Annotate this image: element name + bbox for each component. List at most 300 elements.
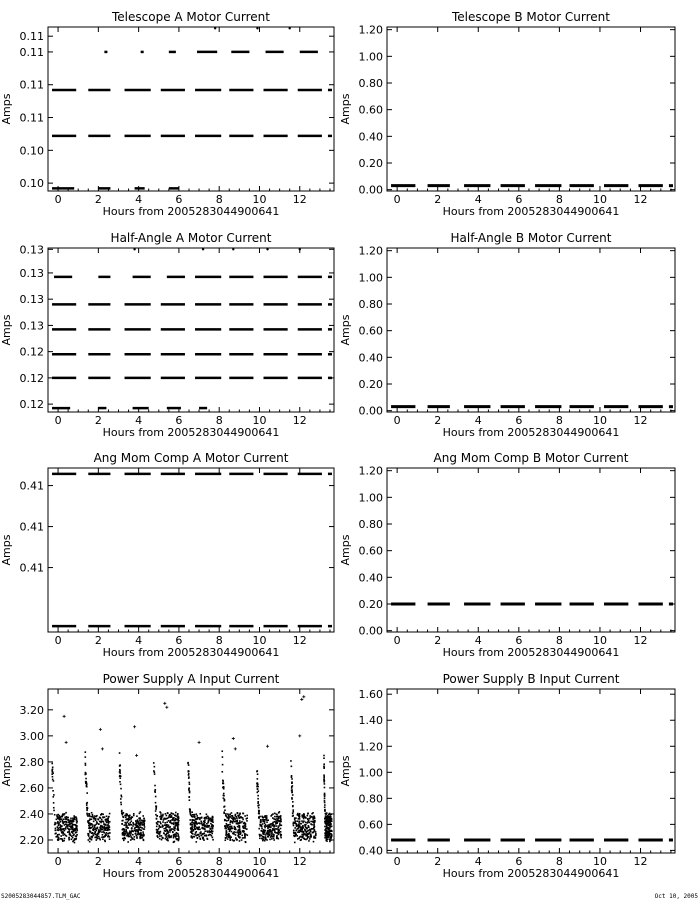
data-point xyxy=(163,833,165,835)
data-point xyxy=(278,829,280,831)
data-point xyxy=(52,796,54,798)
data-point xyxy=(274,813,276,815)
data-point xyxy=(55,832,57,834)
x-tick-label: 4 xyxy=(474,634,482,647)
data-spike-point xyxy=(63,715,66,718)
chart-panel-8 xyxy=(339,672,675,880)
y-tick-label: 0.20 xyxy=(358,378,383,391)
x-tick-label: 6 xyxy=(175,634,183,647)
x-tick-label: 6 xyxy=(515,855,523,868)
data-point xyxy=(242,837,244,839)
data-point xyxy=(190,828,192,830)
data-point xyxy=(175,812,177,814)
data-point xyxy=(247,834,249,836)
data-point xyxy=(270,833,272,835)
data-point xyxy=(135,824,137,826)
data-point xyxy=(242,817,244,819)
y-tick-label: 1.00 xyxy=(358,50,383,64)
data-point xyxy=(330,822,332,824)
data-point xyxy=(306,828,308,830)
data-point xyxy=(74,842,76,844)
data-point xyxy=(244,822,246,824)
data-point xyxy=(224,825,226,827)
data-point xyxy=(159,835,161,837)
data-point xyxy=(306,832,308,834)
x-tick-label: 6 xyxy=(175,193,183,206)
data-point xyxy=(190,815,192,817)
data-point xyxy=(296,820,298,822)
data-point xyxy=(96,835,98,837)
data-point xyxy=(314,830,316,832)
data-point xyxy=(238,817,240,819)
data-point xyxy=(310,823,312,825)
data-point xyxy=(236,839,238,841)
data-point xyxy=(200,831,202,833)
data-point xyxy=(85,756,87,758)
y-tick-label: 0.60 xyxy=(358,324,383,338)
data-point xyxy=(257,778,259,780)
data-point xyxy=(156,818,158,820)
data-point xyxy=(223,812,225,814)
data-point xyxy=(234,828,236,830)
x-tick-label: 0 xyxy=(393,634,401,647)
y-tick-label: 1.00 xyxy=(358,491,383,505)
data-point xyxy=(162,815,164,817)
data-point xyxy=(295,823,297,825)
data-point xyxy=(100,821,102,823)
data-point xyxy=(106,829,108,831)
data-point xyxy=(222,782,224,784)
y-tick-label: 0.11 xyxy=(19,30,44,44)
data-point xyxy=(124,815,126,817)
data-point xyxy=(101,819,103,821)
data-point xyxy=(68,839,70,841)
data-point xyxy=(262,821,264,823)
data-point xyxy=(298,830,300,832)
data-point xyxy=(239,822,241,824)
data-point xyxy=(324,806,326,808)
data-point xyxy=(102,838,104,840)
data-point xyxy=(97,827,99,829)
chart-panel-1 xyxy=(0,10,334,218)
data-point xyxy=(291,790,293,792)
y-axis-label: Amps xyxy=(0,755,13,787)
data-point xyxy=(142,831,144,833)
data-point xyxy=(228,836,230,838)
data-point xyxy=(73,824,75,826)
data-point xyxy=(266,839,268,841)
data-point xyxy=(266,248,268,250)
data-point xyxy=(276,818,278,820)
data-point xyxy=(65,823,67,825)
x-tick-label: 12 xyxy=(633,193,648,206)
data-point xyxy=(274,832,276,834)
data-point xyxy=(280,828,282,830)
data-point xyxy=(258,804,260,806)
data-point xyxy=(210,828,212,830)
data-marks xyxy=(51,695,332,843)
data-point xyxy=(141,820,143,822)
chart-panel-2 xyxy=(339,10,675,218)
data-point xyxy=(67,828,69,830)
data-point xyxy=(52,776,54,778)
data-point xyxy=(292,813,294,815)
data-point xyxy=(239,840,241,842)
data-point xyxy=(66,818,68,820)
x-tick-label: 0 xyxy=(54,634,62,647)
data-point xyxy=(109,836,111,838)
data-point xyxy=(315,837,317,839)
data-point xyxy=(222,764,224,766)
data-point xyxy=(122,820,124,822)
data-point xyxy=(57,816,59,818)
data-point xyxy=(57,829,59,831)
data-point xyxy=(204,835,206,837)
data-point xyxy=(69,834,71,836)
data-point xyxy=(156,829,158,831)
data-point xyxy=(189,783,191,785)
data-point xyxy=(123,840,125,842)
data-point xyxy=(294,819,296,821)
data-point xyxy=(295,834,297,836)
data-point xyxy=(107,829,109,831)
data-point xyxy=(227,828,229,830)
y-tick-label: 0.40 xyxy=(358,130,383,144)
data-point xyxy=(95,828,97,830)
data-point xyxy=(89,831,91,833)
data-point xyxy=(312,821,314,823)
data-spike-point xyxy=(266,745,269,748)
chart-title: Telescope B Motor Current xyxy=(451,10,611,24)
x-tick-label: 10 xyxy=(592,634,607,647)
data-point xyxy=(272,830,274,832)
data-point xyxy=(274,830,276,832)
x-tick-label: 0 xyxy=(393,414,401,427)
data-point xyxy=(55,836,57,838)
data-point xyxy=(87,807,89,809)
data-point xyxy=(187,763,189,765)
data-point xyxy=(297,828,299,830)
data-point xyxy=(307,822,309,824)
data-point xyxy=(89,841,91,843)
data-point xyxy=(87,834,89,836)
data-point xyxy=(159,838,161,840)
x-tick-label: 12 xyxy=(292,414,307,427)
data-point xyxy=(241,839,243,841)
data-point xyxy=(239,828,241,830)
data-point xyxy=(211,835,213,837)
data-point xyxy=(328,835,330,837)
data-point xyxy=(91,812,93,814)
data-point xyxy=(239,833,241,835)
plot-frame xyxy=(387,27,675,191)
data-point xyxy=(258,817,260,819)
data-point xyxy=(196,813,198,815)
data-point xyxy=(239,813,241,815)
data-point xyxy=(66,822,68,824)
y-tick-label: 0.11 xyxy=(19,78,44,92)
data-point xyxy=(139,813,141,815)
data-point xyxy=(53,810,55,812)
data-point xyxy=(173,824,175,826)
data-point xyxy=(227,826,229,828)
data-point xyxy=(177,829,179,831)
data-point xyxy=(299,248,301,250)
y-tick-label: 0.41 xyxy=(19,561,44,575)
data-point xyxy=(232,818,234,820)
data-point xyxy=(143,818,145,820)
data-point xyxy=(328,821,330,823)
data-point xyxy=(231,821,233,823)
data-point xyxy=(257,802,259,804)
data-point xyxy=(263,836,265,838)
data-point xyxy=(267,825,269,827)
data-point xyxy=(99,839,101,841)
y-tick-label: 1.20 xyxy=(358,23,383,37)
data-point xyxy=(292,794,294,796)
data-point xyxy=(121,796,123,798)
data-point xyxy=(323,776,325,778)
data-point xyxy=(73,831,75,833)
data-point xyxy=(325,820,327,822)
plot-frame xyxy=(48,27,334,191)
data-point xyxy=(93,818,95,820)
y-tick-label: 0.41 xyxy=(19,520,44,534)
data-point xyxy=(308,830,310,832)
data-point xyxy=(206,823,208,825)
data-point xyxy=(101,836,103,838)
data-point xyxy=(324,810,326,812)
data-point xyxy=(230,828,232,830)
data-point xyxy=(291,782,293,784)
data-point xyxy=(297,825,299,827)
data-point xyxy=(191,811,193,813)
data-point xyxy=(202,834,204,836)
y-tick-label: 1.40 xyxy=(358,714,383,728)
x-tick-label: 6 xyxy=(515,193,523,206)
data-point xyxy=(65,828,67,830)
data-point xyxy=(212,816,214,818)
data-point xyxy=(191,832,193,834)
x-tick-label: 8 xyxy=(215,634,223,647)
data-point xyxy=(202,248,204,250)
data-point xyxy=(301,834,303,836)
data-point xyxy=(58,822,60,824)
data-point xyxy=(98,831,100,833)
data-point xyxy=(259,834,261,836)
data-point xyxy=(264,840,266,842)
data-point xyxy=(140,827,142,829)
data-point xyxy=(293,830,295,832)
y-tick-label: 0.60 xyxy=(358,818,383,832)
data-point xyxy=(107,836,109,838)
data-point xyxy=(163,828,165,830)
data-point xyxy=(119,765,121,767)
data-point xyxy=(139,836,141,838)
data-point xyxy=(100,817,102,819)
data-spike-point xyxy=(300,698,303,701)
data-point xyxy=(167,831,169,833)
data-point xyxy=(324,802,326,804)
data-point xyxy=(276,838,278,840)
data-point xyxy=(178,819,180,821)
data-point xyxy=(170,821,172,823)
data-point xyxy=(55,829,57,831)
data-point xyxy=(68,821,70,823)
data-point xyxy=(108,822,110,824)
data-point xyxy=(57,818,59,820)
data-point xyxy=(300,831,302,833)
x-tick-label: 6 xyxy=(175,414,183,427)
x-tick-label: 8 xyxy=(215,855,223,868)
data-point xyxy=(270,830,272,832)
data-point xyxy=(314,826,316,828)
data-point xyxy=(101,813,103,815)
data-point xyxy=(141,827,143,829)
data-spike-point xyxy=(163,702,166,705)
data-point xyxy=(133,839,135,841)
data-point xyxy=(120,788,122,790)
data-point xyxy=(154,766,156,768)
data-point xyxy=(256,786,258,788)
data-point xyxy=(200,821,202,823)
data-point xyxy=(246,818,248,820)
data-point xyxy=(173,837,175,839)
data-point xyxy=(94,815,96,817)
y-tick-label: 0.12 xyxy=(19,398,44,412)
data-point xyxy=(61,825,63,827)
data-point xyxy=(229,839,231,841)
data-point xyxy=(308,836,310,838)
data-point xyxy=(324,804,326,806)
data-point xyxy=(298,825,300,827)
data-point xyxy=(120,804,122,806)
data-point xyxy=(143,825,145,827)
data-point xyxy=(71,831,73,833)
data-point xyxy=(293,825,295,827)
data-point xyxy=(308,820,310,822)
data-point xyxy=(86,803,88,805)
data-point xyxy=(57,834,59,836)
data-point xyxy=(280,837,282,839)
data-point xyxy=(232,828,234,830)
data-point xyxy=(105,834,107,836)
data-point xyxy=(324,787,326,789)
data-point xyxy=(166,836,168,838)
data-point xyxy=(52,767,54,769)
data-point xyxy=(327,829,329,831)
data-point xyxy=(297,831,299,833)
data-point xyxy=(134,828,136,830)
data-point xyxy=(238,825,240,827)
data-point xyxy=(87,833,89,835)
data-point xyxy=(265,816,267,818)
x-tick-label: 0 xyxy=(393,855,401,868)
data-point xyxy=(276,835,278,837)
data-point xyxy=(103,836,105,838)
data-point xyxy=(69,828,71,830)
data-point xyxy=(125,825,127,827)
data-point xyxy=(257,798,259,800)
data-point xyxy=(293,832,295,834)
data-point xyxy=(165,830,167,832)
data-point xyxy=(256,770,258,772)
x-axis-label: Hours from 2005283044900641 xyxy=(102,646,280,659)
data-point xyxy=(143,839,145,841)
data-point xyxy=(74,838,76,840)
data-point xyxy=(228,833,230,835)
data-point xyxy=(119,777,121,779)
data-point xyxy=(323,774,325,776)
y-tick-label: 0.20 xyxy=(358,157,383,170)
x-tick-label: 12 xyxy=(633,855,648,868)
data-point xyxy=(272,825,274,827)
data-point xyxy=(313,823,315,825)
data-point xyxy=(265,834,267,836)
data-point xyxy=(266,818,268,820)
data-point xyxy=(120,795,122,797)
x-tick-label: 8 xyxy=(555,193,563,206)
data-point xyxy=(272,813,274,815)
data-point xyxy=(306,815,308,817)
x-axis-label: Hours from 2005283044900641 xyxy=(102,426,280,439)
data-point xyxy=(244,815,246,817)
data-point xyxy=(206,813,208,815)
data-point xyxy=(194,834,196,836)
x-axis-label: Hours from 2005283044900641 xyxy=(442,426,620,439)
data-point xyxy=(244,837,246,839)
data-point xyxy=(298,822,300,824)
y-tick-label: 1.20 xyxy=(358,244,383,258)
data-point xyxy=(273,837,275,839)
data-point xyxy=(130,820,132,822)
data-point xyxy=(193,836,195,838)
data-point xyxy=(214,27,216,29)
data-point xyxy=(294,842,296,844)
y-axis-label: Amps xyxy=(339,534,352,566)
data-point xyxy=(70,818,72,820)
data-point xyxy=(165,834,167,836)
data-point xyxy=(265,819,267,821)
data-marks xyxy=(52,474,332,626)
data-point xyxy=(89,813,91,815)
data-point xyxy=(292,801,294,803)
data-point xyxy=(280,821,282,823)
y-tick-label: 0.60 xyxy=(358,103,383,117)
data-point xyxy=(167,826,169,828)
data-point xyxy=(257,795,259,797)
data-point xyxy=(273,839,275,841)
data-point xyxy=(277,819,279,821)
data-point xyxy=(109,813,111,815)
data-point xyxy=(106,827,108,829)
data-point xyxy=(265,836,267,838)
chart-panel-5 xyxy=(0,451,334,659)
data-point xyxy=(76,827,78,829)
data-point xyxy=(155,810,157,812)
data-point xyxy=(192,819,194,821)
data-point xyxy=(309,815,311,817)
x-tick-label: 6 xyxy=(515,634,523,647)
chart-panel-3 xyxy=(0,231,334,439)
x-tick-label: 4 xyxy=(135,193,143,206)
data-point xyxy=(162,837,164,839)
data-point xyxy=(164,822,166,824)
data-point xyxy=(298,837,300,839)
data-point xyxy=(202,838,204,840)
data-point xyxy=(293,822,295,824)
y-tick-label: 0.13 xyxy=(19,293,44,307)
